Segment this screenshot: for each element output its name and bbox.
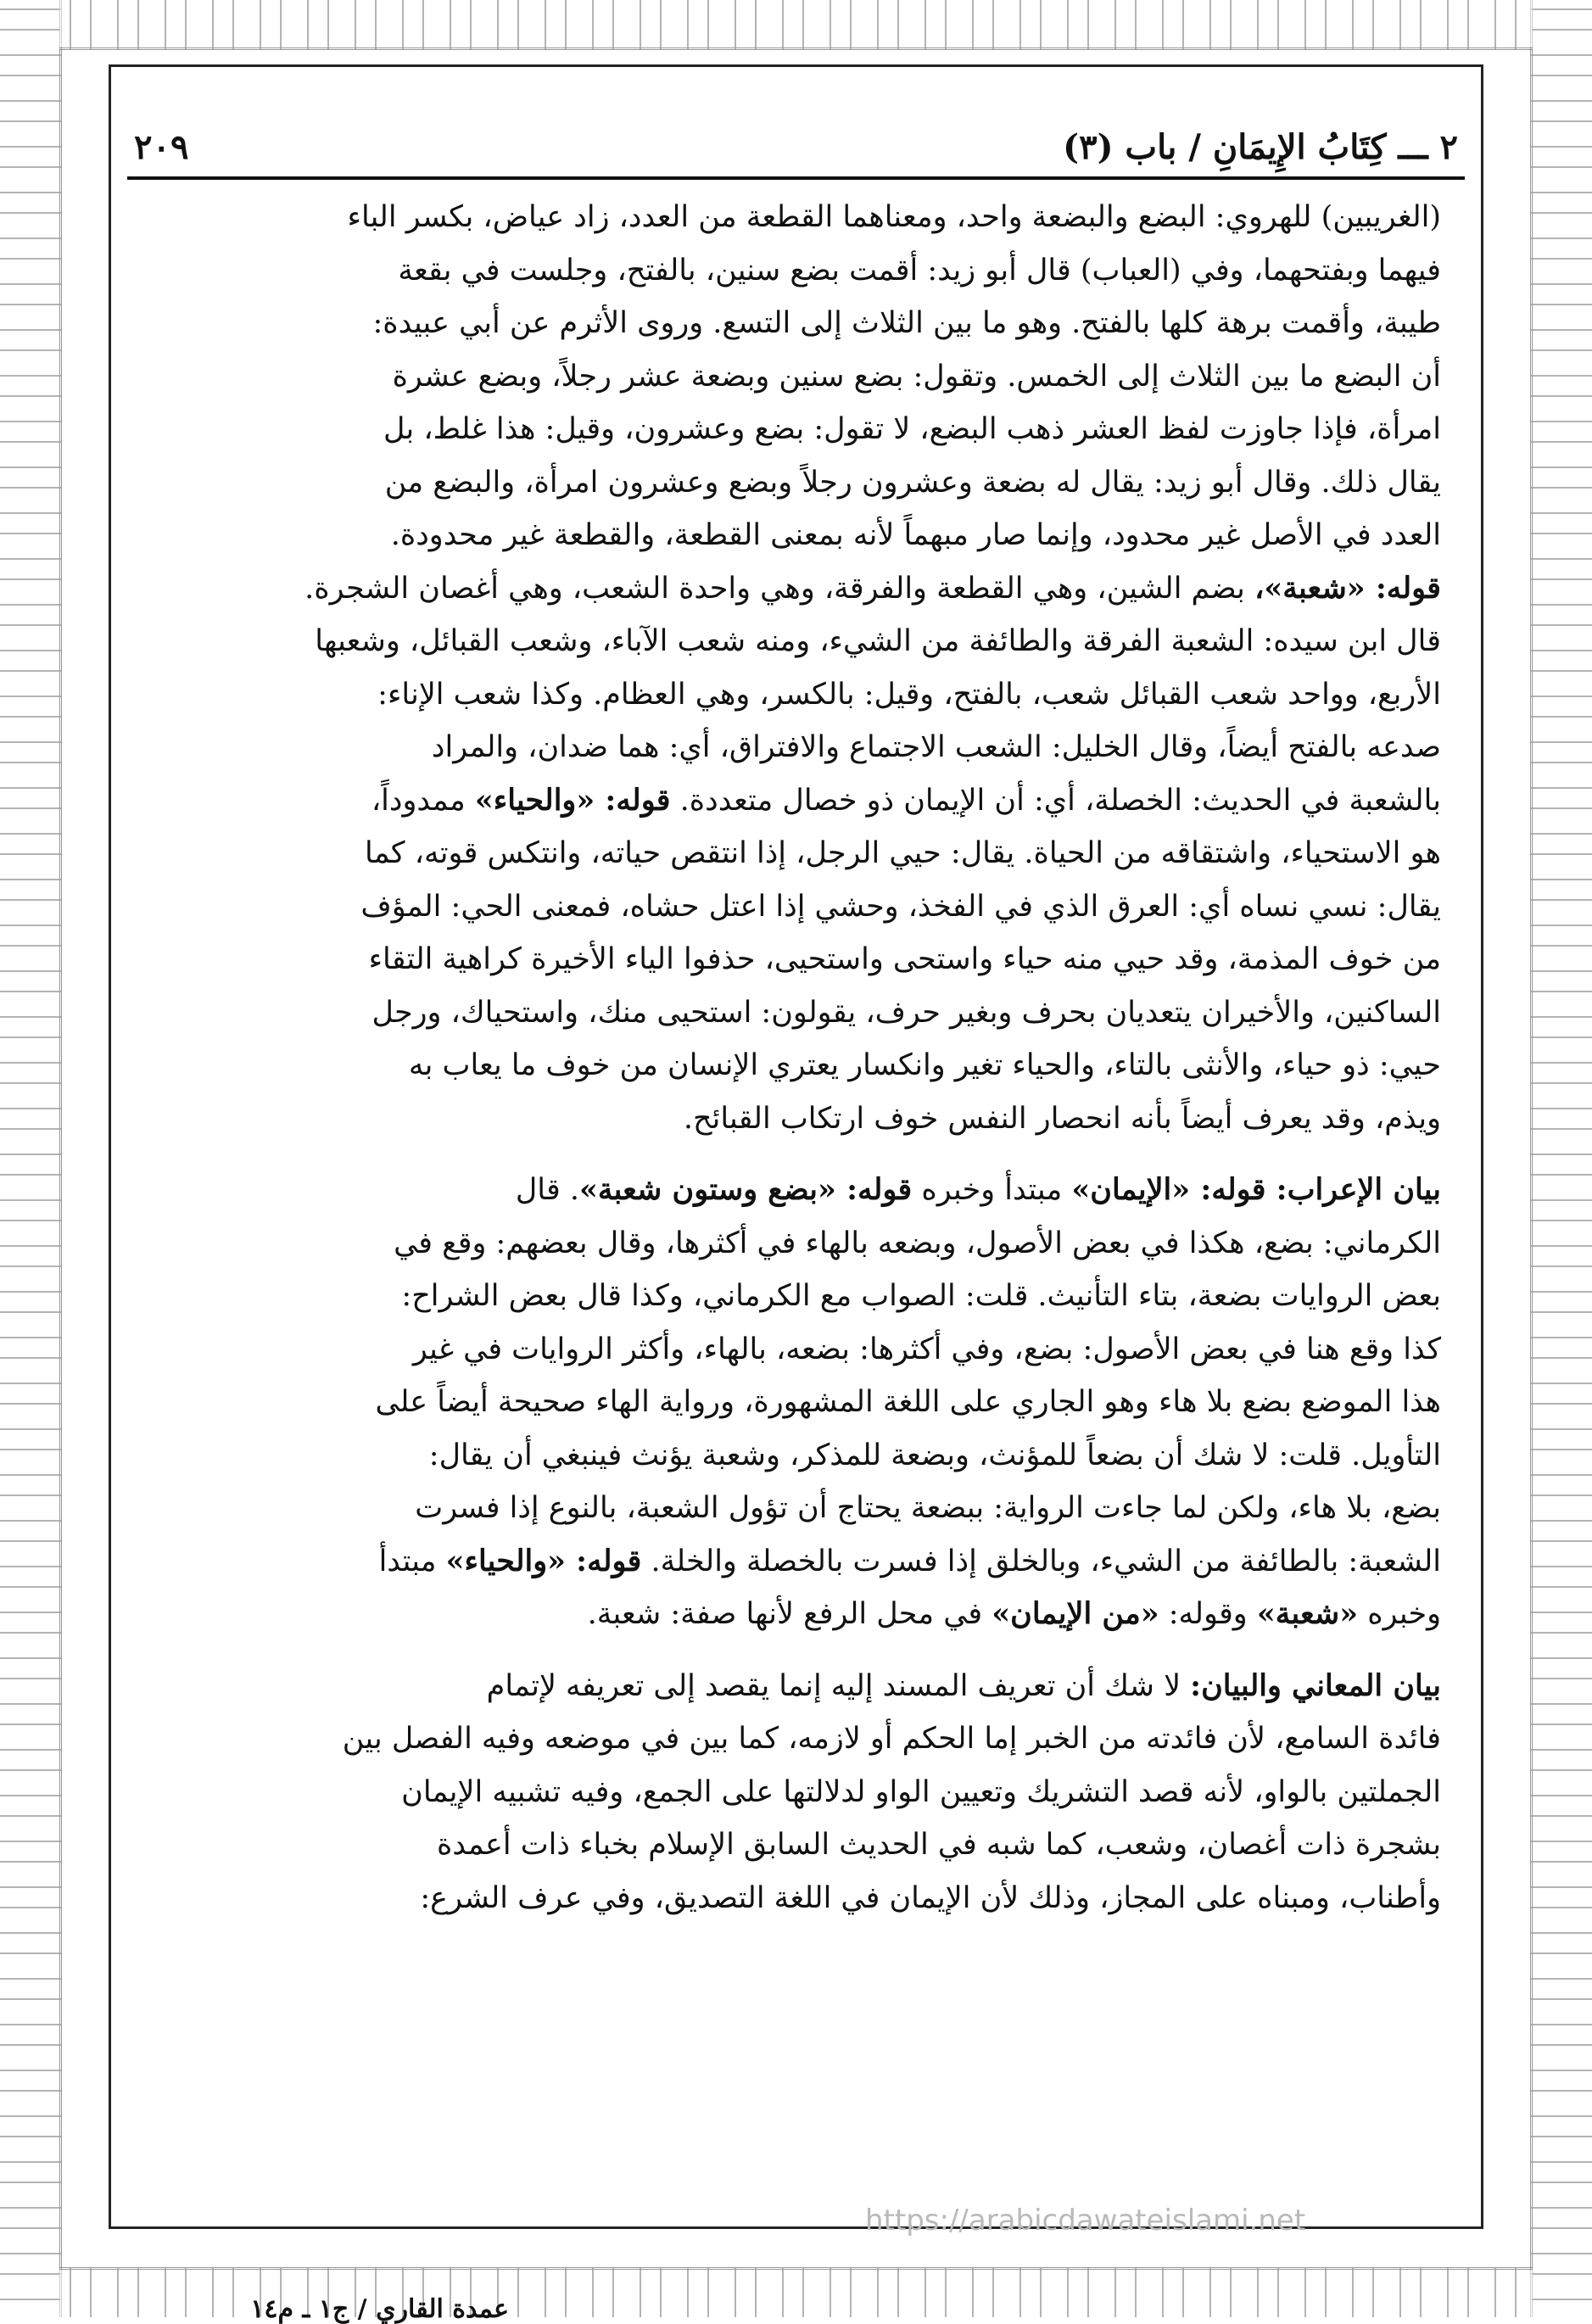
text-line: الجملتين بالواو، لأنه قصد التشريك وتعيين الواو لدلالتها على الجمع، وفيه تشبيه الإيمان [401,1774,1441,1809]
text-line: قوله: «شعبة»، بضم الشين، وهي القطعة والفرقة، وهي واحدة الشعب، وهي أغصان الشجرة. [304,570,1441,606]
border-ornament-left [0,0,62,2317]
text-line: الساكنين، والأخيران يتعديان بحرف وبغير حرف، يقولون: استحيى منك، واستحياك، ورجل [371,995,1441,1030]
text-line: فيهما وبفتحهما، وفي (العباب) قال أبو زيد: أقمت بضع سنين، بالفتح، وجلست في بقعة [398,253,1441,288]
text-line: هو الاستحياء، واشتقاقه من الحياة. يقال: حيي الرجل، إذا انتقص حياته، وانتكس قوته، كما [365,836,1441,870]
text-line: الكرماني: بضع، هكذا في بعض الأصول، وبضعه بالهاء في أكثرها، وقال بعضهم: وقع في [394,1226,1441,1260]
watermark-url: https://arabicdawateislami.net [865,2204,1306,2237]
text-line: من خوف المذمة، وقد حيي منه حياء واستحى واستحيى، حذفوا الياء الأخيرة كراهية التقاء [368,942,1441,976]
text-line: كذا وقع هنا في بعض الأصول: بضع، وفي أكثرها: بضعه، بالهاء، وأكثر الروايات في غير [412,1332,1441,1366]
text-line: يقال ذلك. وقال أبو زيد: يقال له بضعة وعشرون رجلاً وبضع وعشرون امرأة، والبضع من [384,465,1441,500]
page-number: ٢٠٩ [134,126,189,167]
text-line: وأطناب، ومبناه على المجاز، وذلك لأن الإيمان في اللغة التصديق، وفي عرف الشرع: [420,1880,1441,1915]
footer-reference: عمدة القاري / ج١ ـ م١٤ [250,2294,509,2324]
text-line: طيبة، وأقمت برهة كلها بالفتح. وهو ما بين الثلاث إلى التسع. وروى الأثرم عن أبي عبيدة: [372,306,1441,340]
text-line: بضع، بلا هاء، ولكن لما جاءت الرواية: ببضعة يحتاج أن تؤول الشعبة، بالنوع إذا فسرت [415,1491,1441,1525]
text-line: قال ابن سيده: الشعبة الفرقة والطائفة من الشيء، ومنه شعب الآباء، وشعب القبائل، وشعبها [315,624,1441,658]
page-header [134,117,1458,176]
header-rule [127,176,1465,180]
text-line: وخبره «شعبة» وقوله: «من الإيمان» في محل الرفع لأنها صفة: شعبة. [587,1596,1441,1631]
text-line: بشجرة ذات أغصان، وشعب، كما شبه في الحديث السابق الإسلام بخباء ذات أعمدة [437,1828,1441,1862]
text-line: فائدة السامع، لأن فائدته من الخبر إما الحكم أو لازمه، كما بين في موضعه وفيه الفصل بين [342,1722,1441,1756]
text-line: بيان الإعراب: قوله: «الإيمان» مبتدأ وخبره قوله: «بضع وستون شعبة». قال [515,1172,1441,1207]
text-line: (الغريبين) للهروي: البضع والبضعة واحد، ومعناهما القطعة من العدد، زاد عياض، بكسر الباء [347,200,1441,234]
text-line: بعض الروايات بضعة، بتاء التأنيث. قلت: الصواب مع الكرماني، وكذا قال بعض الشراح: [401,1279,1441,1313]
text-line: العدد في الأصل غير محدود، وإنما صار مبهماً لأنه بمعنى القطعة، والقطعة غير محدودة. [390,518,1441,552]
text-line: صدعه بالفتح أيضاً، وقال الخليل: الشعب الاجتماع والافتراق، أي: هما ضدان، والمراد [431,730,1441,764]
border-ornament-top [59,0,1533,50]
text-line: يقال: نسي نساه أي: العرق الذي في الفخذ، وحشي إذا اعتل حشاه، فمعنى الحي: المؤف [360,889,1441,924]
page-body [151,191,1441,1925]
text-line: هذا الموضع بضع بلا هاء وهو الجاري على اللغة المشهورة، ورواية الهاء صحيحة أيضاً على [375,1385,1441,1419]
text-line: التأويل. قلت: لا شك أن بضعاً للمؤنث، وبضعة للمذكر، وشعبة يؤنث فينبغي أن يقال: [428,1438,1441,1472]
running-title: ٢ ـــ كِتَابُ الإِيمَانِ / باب (٣) [1063,126,1458,167]
text-line: أن البضع ما بين الثلاث إلى الخمس. وتقول: بضع سنين وبضعة عشر رجلاً، وبضع عشرة [392,359,1441,394]
text-line: الشعبة: بالطائفة من الشيء، وبالخلق إذا فسرت بالخصلة والخلة. قوله: «والحياء» مبتدأ [378,1543,1441,1578]
text-line: حيي: ذو حياء، والأنثى بالتاء، والحياء تغير وانكسار يعتري الإنسان من خوف ما يعاب به [408,1048,1441,1082]
text-line: الأربع، وواحد شعب القبائل شعب، بالفتح، وقيل: بالكسر، وهي العظام. وكذا شعب الإناء: [377,677,1441,712]
text-line: ويذم، وقد يعرف أيضاً بأنه انحصار النفس خوف ارتكاب القبائح. [683,1101,1441,1136]
border-ornament-right [1530,0,1592,2317]
text-line: بيان المعاني والبيان: لا شك أن تعريف المسند إليه إنما يقصد إلى تعريفه لإتمام [486,1668,1441,1703]
text-line: بالشعبة في الحديث: الخصلة، أي: أن الإيمان ذو خصال متعددة. قوله: «والحياء» ممدوداً، [371,782,1441,818]
text-line: امرأة، فإذا جاوزت لفظ العشر ذهب البضع، لا تقول: بضع وعشرون، وقيل: هذا غلط، بل [383,412,1441,446]
